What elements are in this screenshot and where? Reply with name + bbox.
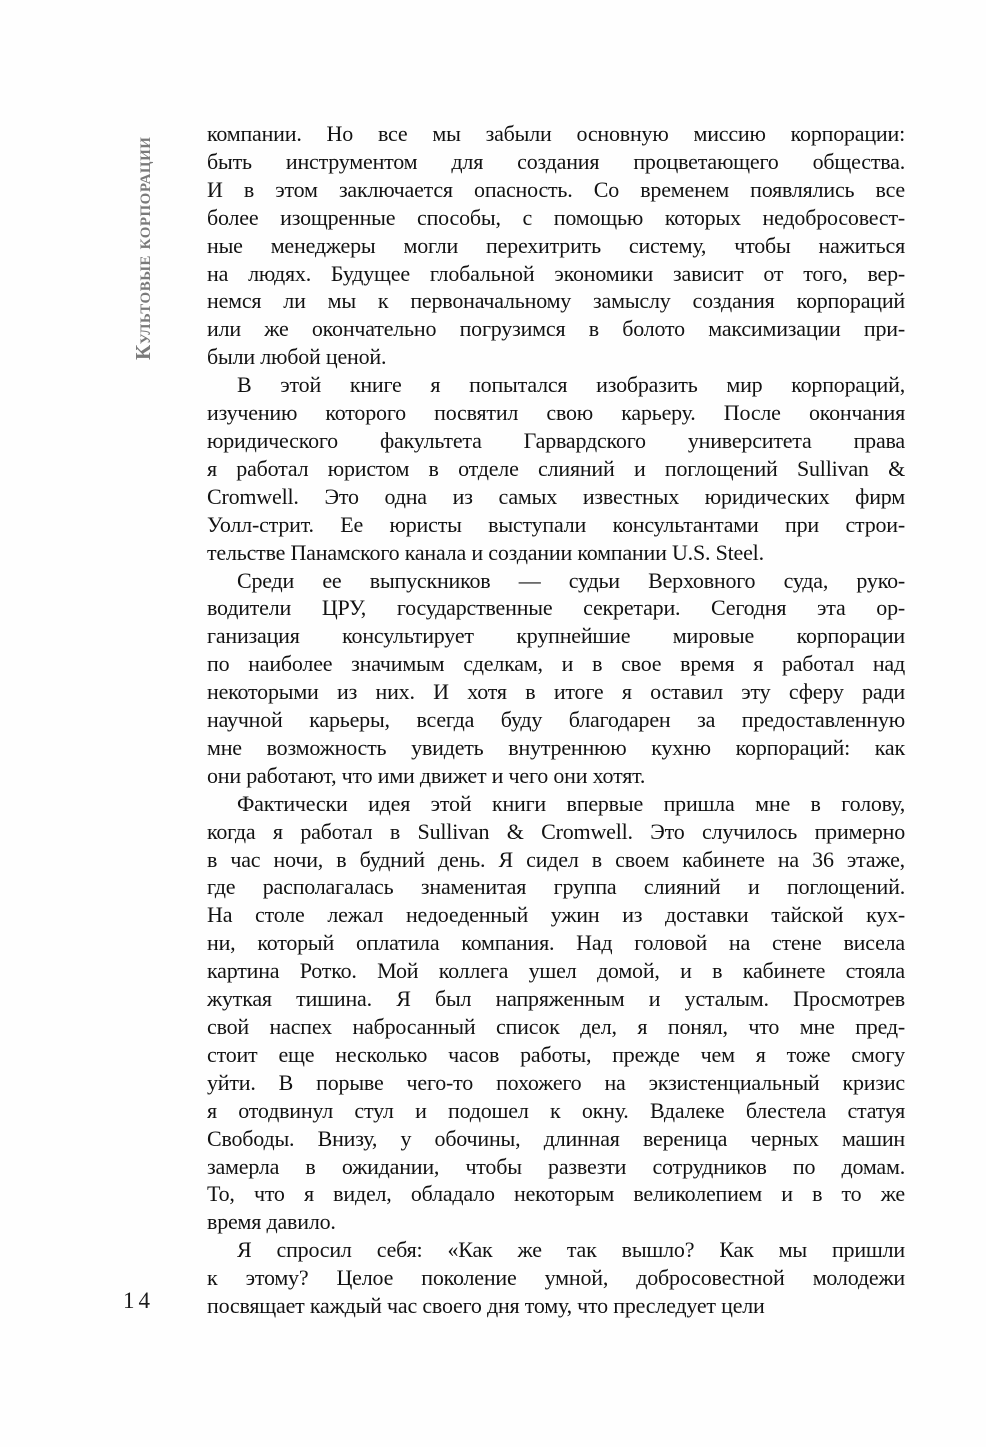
text-line: жуткая тишина. Я был напряженным и усталым. Просмотрев (207, 986, 905, 1012)
text-line: или же окончательно погрузимся в болото максимизации при- (207, 316, 905, 342)
text-line: юридического факультета Гарвардского университета права (207, 427, 905, 453)
text-line: были любой ценой. (207, 344, 387, 370)
text-line: Фактически идея этой книги впервые пришла мне в голову, (237, 790, 905, 816)
text-line: изучению которого посвятил свою карьеру. После окончания (207, 400, 905, 426)
text-line: компании. Но все мы забыли основную миссию корпорации: (207, 121, 905, 146)
text-line: Свободы. Внизу, у обочины, длинная вереница черных машин (207, 1125, 905, 1151)
text-line: к этому? Целое поколение умной, добросовестной молодежи (207, 1265, 905, 1291)
text-line: научной карьеры, всегда буду благодарен за предоставленную (207, 707, 905, 733)
text-line: когда я работал в Sullivan & Cromwell. Это случилось примерно (207, 818, 905, 844)
text-line: замерла в ожидании, чтобы развезти сотрудников по домам. (207, 1153, 905, 1179)
text-line: время давило. (207, 1209, 336, 1235)
text-line: Среди ее выпускников — судьи Верховного суда, руко- (237, 567, 905, 593)
text-line: быть инструментом для создания процветающего общества. (207, 148, 905, 174)
text-line: посвящает каждый час своего дня тому, что преследует цели (207, 1293, 765, 1319)
text-line: Уолл-стрит. Ее юристы выступали консультантами при строи- (207, 511, 905, 537)
text-line: картина Ротко. Мой коллега ушел домой, и в кабинете стояла (207, 958, 905, 984)
text-line: я работал юристом в отделе слияний и поглощений Sullivan & (207, 455, 905, 481)
text-line: свой наспех набросанный список дел, я понял, что мне пред- (207, 1014, 905, 1039)
text-line: На столе лежал недоеденный ужин из доставки тайской кух- (207, 902, 905, 928)
text-line: То, что я видел, обладало некоторым великолепием и в то же (207, 1181, 905, 1207)
text-line: стоит еще несколько часов работы, прежде чем я тоже смогу (207, 1041, 905, 1067)
text-line: В этой книге я попытался изобразить мир корпораций, (237, 372, 905, 398)
text-line: немся ли мы к первоначальному замыслу создания корпораций (207, 288, 905, 314)
text-line: в час ночи, в будний день. Я сидел в своем кабинете на 36 этаже, (207, 846, 905, 872)
text-line: водители ЦРУ, государственные секретари. Сегодня эта ор- (207, 595, 905, 621)
text-line: я отодвинул стул и подошел к окну. Вдалеке блестела статуя (207, 1097, 905, 1123)
text-line: мне возможность увидеть внутреннюю кухню корпораций: как (207, 734, 905, 760)
text-line: более изощренные способы, с помощью которых недобросовест- (207, 204, 905, 230)
text-line: они работают, что ими движет и чего они хотят. (207, 762, 646, 788)
text-line: на людях. Будущее глобальной экономики зависит от того, вер- (207, 260, 905, 286)
text-line: И в этом заключается опасность. Со временем появлялись все (207, 176, 905, 202)
text-line: некоторыми из них. И хотя в итоге я оставил эту сферу ради (207, 679, 905, 705)
text-line: ганизация консультирует крупнейшие мировые корпорации (207, 623, 905, 649)
chapter-margin-label: Культовые корпорации (131, 136, 155, 360)
text-line: тельстве Панамского канала и создании компании U.S. Steel. (207, 539, 764, 565)
text-line: Cromwell. Это одна из самых известных юридических фирм (207, 483, 905, 509)
text-line: ные менеджеры могли перехитрить систему, чтобы нажиться (207, 232, 905, 258)
text-line: Я спросил себя: «Как же так вышло? Как мы пришли (237, 1237, 905, 1263)
body-text (207, 120, 905, 1320)
text-line: по наиболее значимым сделкам, и в свое время я работал над (207, 651, 905, 677)
text-line: где располагалась знаменитая группа слияний и поглощений. (207, 874, 905, 900)
text-line: уйти. В порыве чего-то похожего на экзистенциальный кризис (207, 1069, 905, 1095)
page-number: 14 (123, 1288, 154, 1313)
text-line: ни, который оплатила компания. Над головой на стене висела (207, 930, 905, 956)
